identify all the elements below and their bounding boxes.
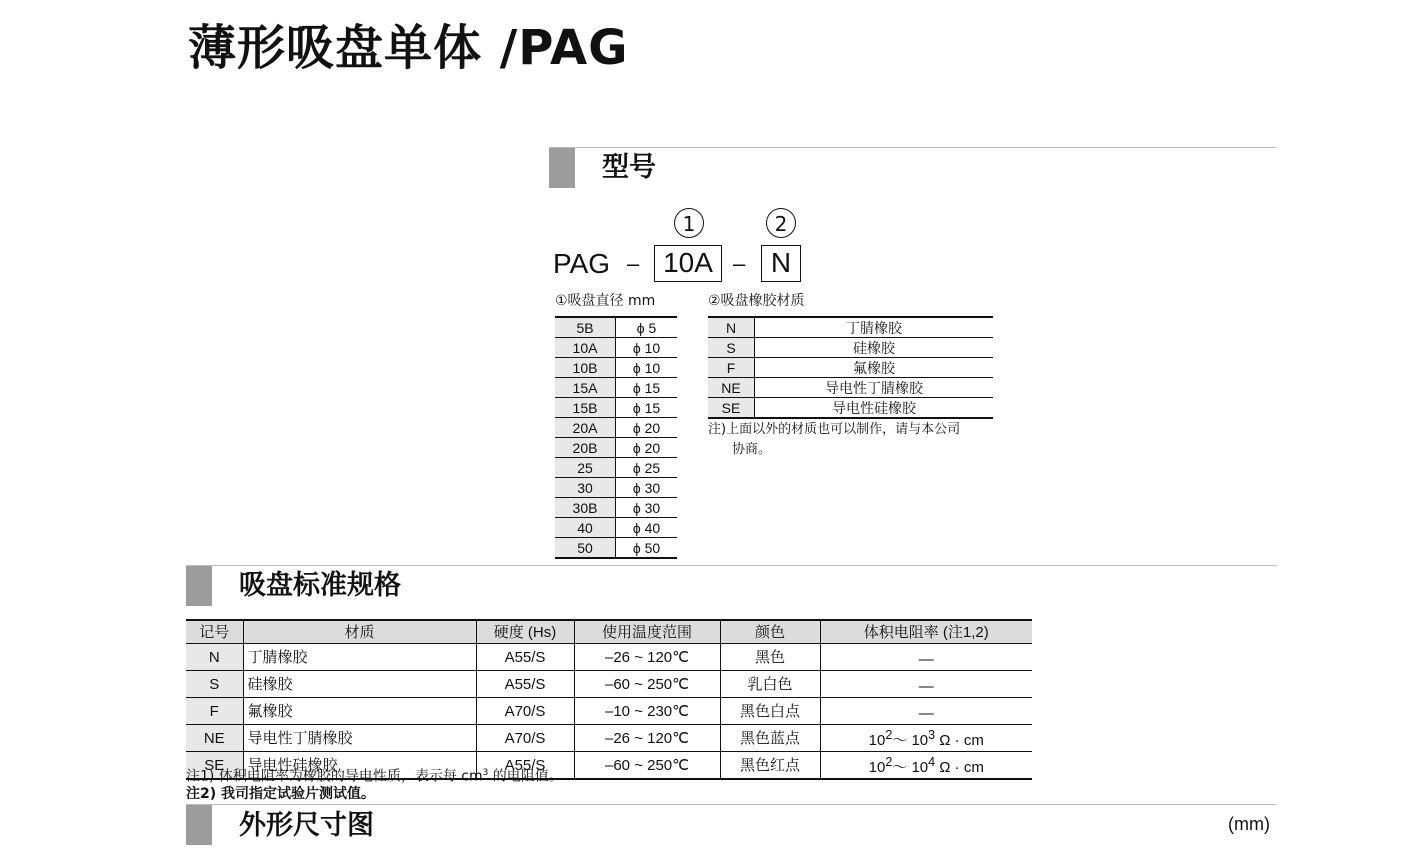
model-dash-1: – xyxy=(627,251,640,276)
spec-material: 硅橡胶 xyxy=(243,671,476,698)
table-row xyxy=(555,518,677,538)
spec-code: SE xyxy=(186,752,243,780)
table-row xyxy=(555,498,677,518)
spec-code: S xyxy=(186,671,243,698)
spec-hardness: A55/S xyxy=(476,752,574,780)
table-row xyxy=(555,378,677,398)
diameter-value: ϕ 30 xyxy=(616,498,678,518)
unit-label: (mm) xyxy=(1228,814,1270,834)
diameter-code: 25 xyxy=(555,458,616,478)
material-name: 氟橡胶 xyxy=(755,358,994,378)
spec-resistivity xyxy=(820,752,1032,780)
spec-resistivity xyxy=(820,671,1032,698)
spec-hardness: A55/S xyxy=(476,671,574,698)
diameter-code: 20B xyxy=(555,438,616,458)
diameter-value: ϕ 10 xyxy=(616,338,678,358)
resistivity-base: — xyxy=(918,705,934,722)
table-row xyxy=(555,358,677,378)
column-header: 材质 xyxy=(243,620,476,644)
resistivity-range: ～ 10 xyxy=(892,732,929,749)
diameter-code: 15B xyxy=(555,398,616,418)
table-row xyxy=(708,338,993,358)
spec-hardness: A55/S xyxy=(476,644,574,671)
diameter-value: ϕ 5 xyxy=(616,317,678,338)
spec-temperature: –60 ~ 250℃ xyxy=(574,752,720,780)
table-row xyxy=(186,725,1032,752)
material-name: 丁腈橡胶 xyxy=(755,317,994,338)
diameter-value: ϕ 50 xyxy=(616,538,678,559)
diameter-value: ϕ 40 xyxy=(616,518,678,538)
section-marker xyxy=(186,566,212,606)
spec-color: 黑色蓝点 xyxy=(720,725,820,752)
column-header: 硬度 (Hs) xyxy=(476,620,574,644)
diameter-code: 20A xyxy=(555,418,616,438)
material-note-line-1: 注)上面以外的材质也可以制作，请与本公司 xyxy=(708,422,961,437)
resistivity-base: — xyxy=(918,651,934,668)
spec-resistivity xyxy=(820,698,1032,725)
resistivity-base: — xyxy=(918,678,934,695)
diameter-code: 40 xyxy=(555,518,616,538)
material-table xyxy=(708,316,993,419)
spec-code: NE xyxy=(186,725,243,752)
material-caption: ②吸盘橡胶材质 xyxy=(708,293,805,309)
spec-temperature: –60 ~ 250℃ xyxy=(574,671,720,698)
section-marker xyxy=(549,148,575,188)
table-row xyxy=(555,538,677,559)
table-row xyxy=(555,418,677,438)
diameter-value: ϕ 15 xyxy=(616,398,678,418)
material-code: F xyxy=(708,358,755,378)
resistivity-exponent: 4 xyxy=(928,755,936,769)
table-header-row xyxy=(186,620,1032,644)
page-title: 薄形吸盘单体 /PAG xyxy=(188,20,629,76)
material-note xyxy=(708,420,960,460)
circle-number-1: 1 xyxy=(674,208,704,238)
material-code: NE xyxy=(708,378,755,398)
diameter-code: 30 xyxy=(555,478,616,498)
material-code: S xyxy=(708,338,755,358)
spec-color: 乳白色 xyxy=(720,671,820,698)
column-header: 使用温度范围 xyxy=(574,620,720,644)
resistivity-exponent: 2 xyxy=(885,728,893,742)
spec-material: 氟橡胶 xyxy=(243,698,476,725)
diameter-code: 10A xyxy=(555,338,616,358)
diameter-code: 5B xyxy=(555,317,616,338)
diameter-code: 30B xyxy=(555,498,616,518)
spec-material: 丁腈橡胶 xyxy=(243,644,476,671)
diameter-value: ϕ 20 xyxy=(616,438,678,458)
spec-resistivity xyxy=(820,644,1032,671)
table-row xyxy=(186,644,1032,671)
material-name: 硅橡胶 xyxy=(755,338,994,358)
note-1 xyxy=(186,765,563,786)
spec-notes xyxy=(186,765,563,803)
spec-temperature: –26 ~ 120℃ xyxy=(574,644,720,671)
spec-material: 导电性丁腈橡胶 xyxy=(243,725,476,752)
spec-color: 黑色 xyxy=(720,644,820,671)
spec-temperature: –10 ~ 230℃ xyxy=(574,698,720,725)
note-2: 注2) 我司指定试验片测试值。 xyxy=(186,785,376,802)
table-row xyxy=(708,358,993,378)
model-size-code-box: 10A xyxy=(654,245,722,282)
table-row xyxy=(555,478,677,498)
column-header: 颜色 xyxy=(720,620,820,644)
resistivity-unit: Ω · cm xyxy=(935,759,984,776)
circle-number-2: 2 xyxy=(766,208,796,238)
resistivity-base: 10 xyxy=(868,759,886,776)
model-material-code-box: N xyxy=(761,245,801,282)
spec-hardness: A70/S xyxy=(476,698,574,725)
spec-code: F xyxy=(186,698,243,725)
note-1-superscript: 3 xyxy=(482,768,489,778)
resistivity-exponent: 3 xyxy=(928,728,936,742)
model-section-heading: 型号 xyxy=(602,152,656,183)
section-divider xyxy=(186,804,1277,805)
table-row xyxy=(186,671,1032,698)
diameter-value: ϕ 15 xyxy=(616,378,678,398)
spec-color: 黑色红点 xyxy=(720,752,820,780)
spec-code: N xyxy=(186,644,243,671)
note-1-text: 注1) 体积电阻率为橡胶的导电性质，表示每 cm xyxy=(186,768,483,785)
diameter-value: ϕ 10 xyxy=(616,358,678,378)
diameter-caption: ①吸盘直径 mm xyxy=(555,293,656,309)
resistivity-exponent: 2 xyxy=(885,755,893,769)
resistivity-range: ～ 10 xyxy=(892,759,929,776)
dimension-section-heading: 外形尺寸图 xyxy=(239,810,374,841)
spec-table xyxy=(186,619,1032,780)
diameter-code: 50 xyxy=(555,538,616,559)
material-code: SE xyxy=(708,398,755,419)
material-note-line-2: 协商。 xyxy=(732,442,772,457)
spec-section-heading: 吸盘标准规格 xyxy=(239,570,401,601)
table-row xyxy=(555,398,677,418)
spec-hardness: A70/S xyxy=(476,725,574,752)
table-row xyxy=(555,317,677,338)
column-header: 体积电阻率 (注1,2) xyxy=(820,620,1032,644)
model-dash-2: – xyxy=(733,251,746,276)
material-code: N xyxy=(708,317,755,338)
diameter-code: 10B xyxy=(555,358,616,378)
diameter-value: ϕ 25 xyxy=(616,458,678,478)
material-name: 导电性丁腈橡胶 xyxy=(755,378,994,398)
spec-temperature: –26 ~ 120℃ xyxy=(574,725,720,752)
spec-color: 黑色白点 xyxy=(720,698,820,725)
resistivity-base: 10 xyxy=(868,732,886,749)
diameter-table xyxy=(555,316,677,559)
table-row xyxy=(708,398,993,419)
table-row xyxy=(555,438,677,458)
model-prefix: PAG xyxy=(553,248,611,279)
resistivity-unit: Ω · cm xyxy=(935,732,984,749)
note-1-text-end: 的电阻值。 xyxy=(488,768,563,785)
table-row xyxy=(708,378,993,398)
table-row xyxy=(555,338,677,358)
spec-resistivity xyxy=(820,725,1032,752)
table-row xyxy=(186,698,1032,725)
diameter-value: ϕ 30 xyxy=(616,478,678,498)
material-name: 导电性硅橡胶 xyxy=(755,398,994,419)
column-header: 记号 xyxy=(186,620,243,644)
spec-material: 导电性硅橡胶 xyxy=(243,752,476,780)
table-row xyxy=(555,458,677,478)
table-row xyxy=(708,317,993,338)
section-marker xyxy=(186,805,212,845)
diameter-value: ϕ 20 xyxy=(616,418,678,438)
diameter-code: 15A xyxy=(555,378,616,398)
section-divider xyxy=(549,147,1277,148)
